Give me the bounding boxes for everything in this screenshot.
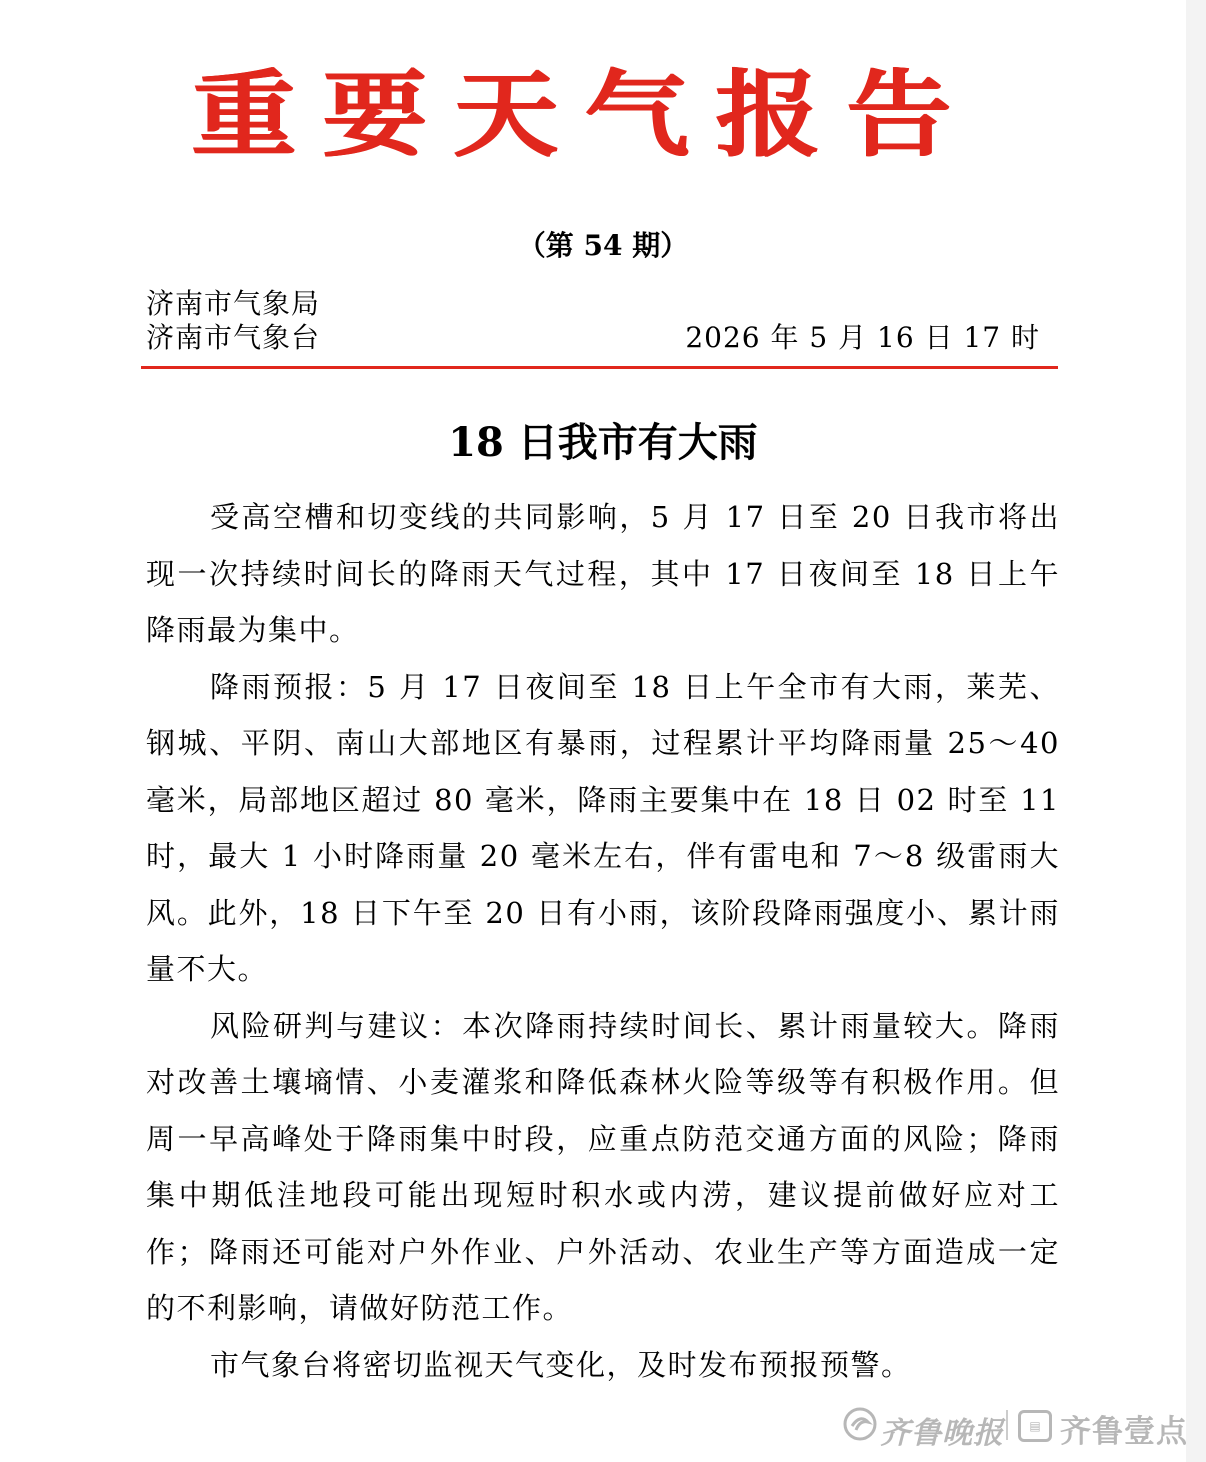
issuer-bureau: 济南市气象局 — [146, 287, 321, 320]
paragraph-forecast: 降雨预报：5 月 17 日夜间至 18 日上午全市有大雨，莱芜、钢城、平阴、南山大部地区有暴雨，过程累计平均降雨量 25～40 毫米，局部地区超过 80 毫米，降雨主要集中在 18 日 02 时至 11 时，最大 1 小时降雨量 20 毫米左右，伴有雷电和 7～8 级雷雨大风。此外，18 日下午至 20 日有小雨，该阶段降雨强度小、累计雨量不大。 — [146, 669, 1060, 986]
headline: 18 日我市有大雨 — [448, 419, 758, 466]
watermark-brand-1: 齐鲁晚报 — [880, 1416, 1004, 1451]
paragraph-closing: 市气象台将密切监视天气变化，及时发布预报预警。 — [210, 1347, 912, 1382]
swirl-logo-icon — [842, 1406, 878, 1442]
issue-number: （第 54 期） — [517, 229, 689, 262]
issue-date: 2026 年 5 月 16 日 17 时 — [685, 321, 1040, 354]
paragraph-risk: 风险研判与建议：本次降雨持续时间长、累计雨量较大。降雨对改善土壤墒情、小麦灌浆和降低森林火险等级等有积极作用。但周一早高峰处于降雨集中时段，应重点防范交通方面的风险；降雨集中期低洼地段可能出现短时积水或内涝，建议提前做好应对工作；降雨还可能对户外作业、户外活动、农业生产等方面造成一定的不利影响，请做好防范工作。 — [146, 1008, 1060, 1325]
watermark-brand-2: 齐鲁壹点 — [1060, 1414, 1188, 1450]
vertical-scrollbar[interactable] — [1186, 0, 1206, 1462]
watermark-separator — [1006, 1410, 1008, 1440]
report-title: 重要天气报告 — [191, 59, 978, 170]
report-body — [146, 489, 1060, 1393]
issuer-observatory: 济南市气象台 — [146, 321, 321, 354]
news-logo-icon: ▤ — [1018, 1410, 1052, 1442]
watermark — [842, 1402, 1192, 1452]
red-divider — [141, 366, 1058, 369]
paragraph-intro: 受高空槽和切变线的共同影响，5 月 17 日至 20 日我市将出现一次持续时间长的降雨天气过程，其中 17 日夜间至 18 日上午降雨最为集中。 — [146, 500, 1060, 647]
